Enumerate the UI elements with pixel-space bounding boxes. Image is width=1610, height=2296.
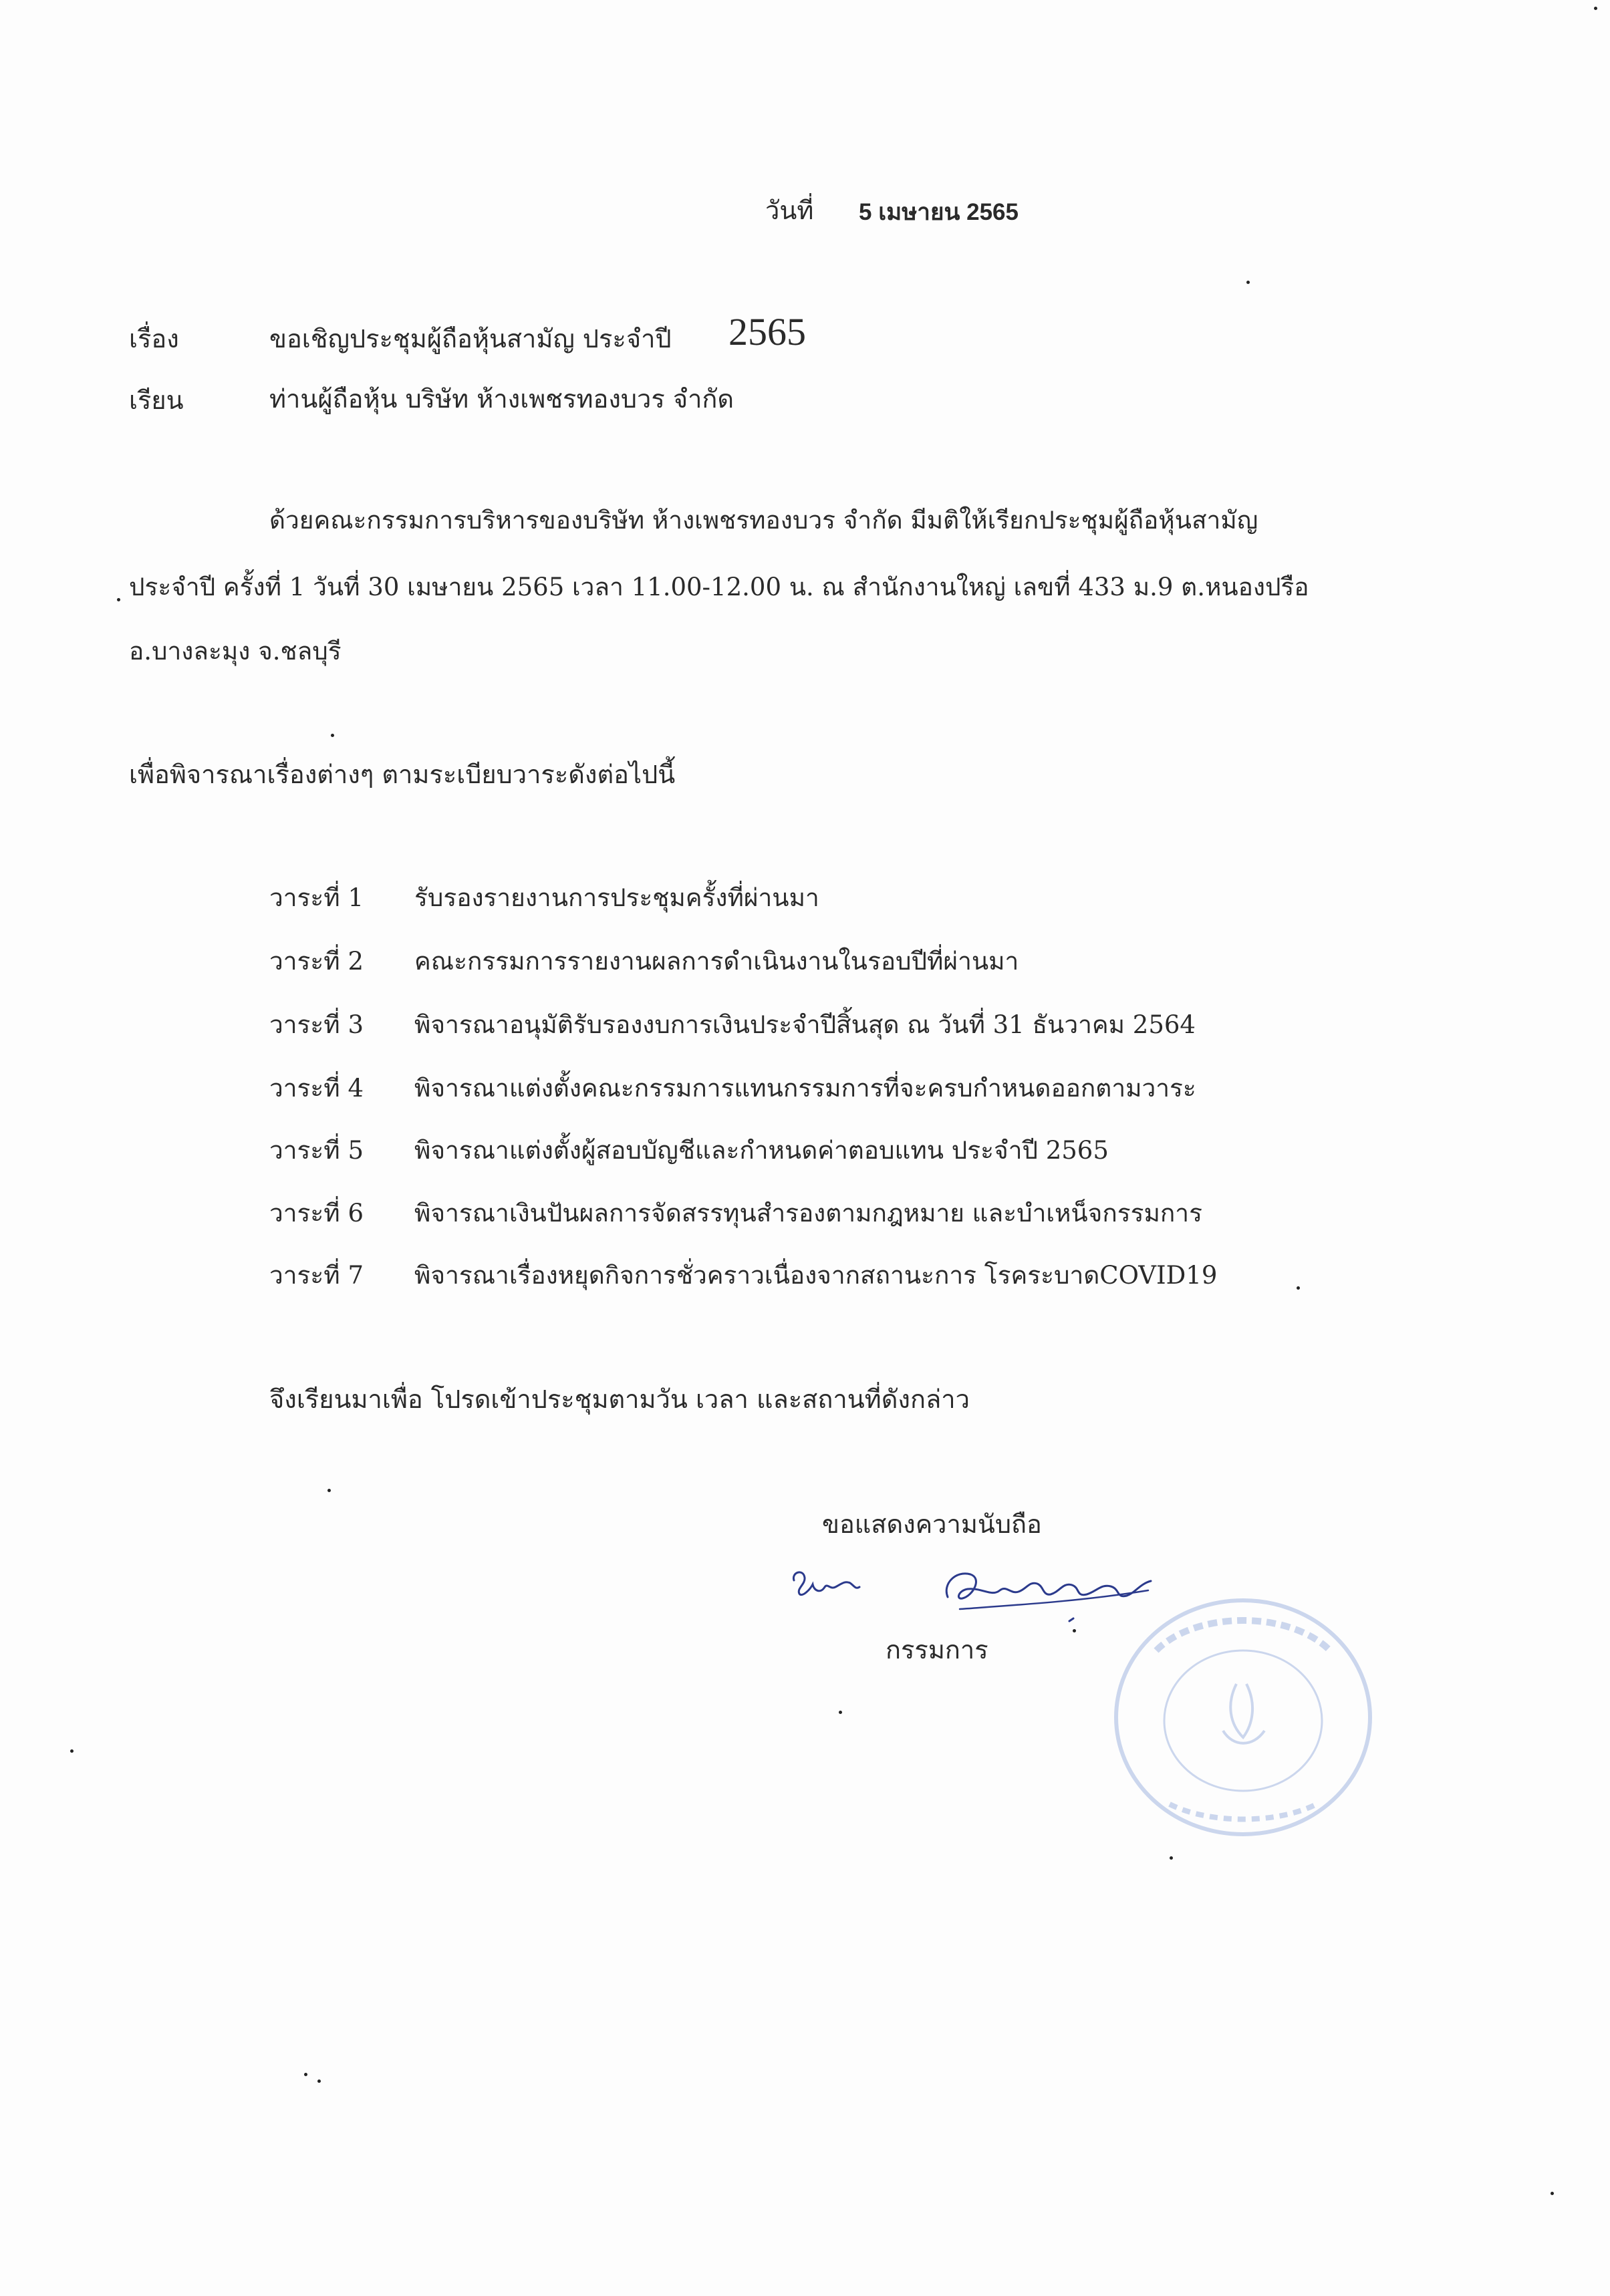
scan-speck — [327, 1489, 331, 1492]
date-value: 5 เมษายน 2565 — [859, 199, 1019, 225]
agenda-intro: เพื่อพิจารณาเรื่องต่างๆ ตามระเบียบวาระดังต่อไปนี้ — [129, 760, 676, 789]
agenda-number: วาระที่ 3 — [269, 1010, 364, 1039]
agenda-item: พิจารณาแต่งตั้งคณะกรรมการแทนกรรมการที่จะครบกำหนดออกตามวาระ — [414, 1074, 1196, 1103]
date-label: วันที่ — [765, 196, 814, 225]
agenda-number: วาระที่ 7 — [269, 1261, 364, 1290]
scan-speck — [331, 734, 334, 737]
scan-speck — [1594, 7, 1597, 10]
subject-label: เรื่อง — [129, 324, 179, 353]
scan-speck — [839, 1711, 842, 1714]
recipient-text: ท่านผู้ถือหุ้น บริษัท ห้างเพชรทองบวร จำกัด — [269, 384, 734, 414]
scan-speck — [1170, 1856, 1173, 1860]
closing-text: จึงเรียนมาเพื่อ โปรดเข้าประชุมตามวัน เวลา และสถานที่ดังกล่าว — [269, 1385, 970, 1414]
body-line-3: อ.บางละมุง จ.ชลบุรี — [129, 637, 342, 666]
agenda-item: พิจารณาแต่งตั้งผู้สอบบัญชีและกำหนดค่าตอบแทน ประจำปี 2565 — [414, 1136, 1109, 1165]
subject-year: 2565 — [728, 310, 806, 353]
agenda-number: วาระที่ 6 — [269, 1199, 364, 1228]
agenda-number: วาระที่ 4 — [269, 1074, 364, 1103]
regards-text: ขอแสดงความนับถือ — [822, 1510, 1042, 1539]
scan-speck — [1246, 281, 1250, 284]
company-seal — [1109, 1590, 1377, 1844]
scan-speck — [117, 598, 120, 601]
agenda-item: พิจารณาอนุมัติรับรองงบการเงินประจำปีสิ้นสุด ณ วันที่ 31 ธันวาคม 2564 — [414, 1010, 1196, 1039]
scan-speck — [70, 1749, 74, 1753]
body-line-2: ประจำปี ครั้งที่ 1 วันที่ 30 เมษายน 2565 เวลา 11.00-12.00 น. ณ สำนักงานใหญ่ เลขที่ 433 ม.9 ต.หนองปรือ — [129, 573, 1309, 601]
recipient-label: เรียน — [129, 386, 184, 415]
subject-text: ขอเชิญประชุมผู้ถือหุ้นสามัญ ประจำปี — [269, 324, 672, 353]
scan-speck — [1073, 1629, 1076, 1632]
agenda-item: คณะกรรมการรายงานผลการดำเนินงานในรอบปีที่ผ่านมา — [414, 947, 1019, 976]
scan-speck — [317, 2079, 321, 2083]
agenda-item: พิจารณาเรื่องหยุดกิจการชั่วคราวเนื่องจากสถานะการ โรคระบาดCOVID19 — [414, 1261, 1218, 1290]
signer-position: กรรมการ — [886, 1635, 988, 1665]
scan-speck — [304, 2073, 307, 2076]
agenda-item: รับรองรายงานการประชุมครั้งที่ผ่านมา — [414, 883, 819, 912]
agenda-number: วาระที่ 1 — [269, 883, 364, 912]
agenda-number: วาระที่ 5 — [269, 1136, 364, 1165]
agenda-item: พิจารณาเงินปันผลการจัดสรรทุนสำรองตามกฎหมาย และบำเหน็จกรรมการ — [414, 1199, 1202, 1228]
body-line-1: ด้วยคณะกรรมการบริหารของบริษัท ห้างเพชรทองบวร จำกัด มีมติให้เรียกประชุมผู้ถือหุ้นสามัญ — [269, 506, 1258, 535]
agenda-number: วาระที่ 2 — [269, 947, 364, 976]
scan-speck — [1551, 2192, 1554, 2195]
signature-1 — [789, 1560, 862, 1607]
scan-speck — [1297, 1286, 1300, 1290]
